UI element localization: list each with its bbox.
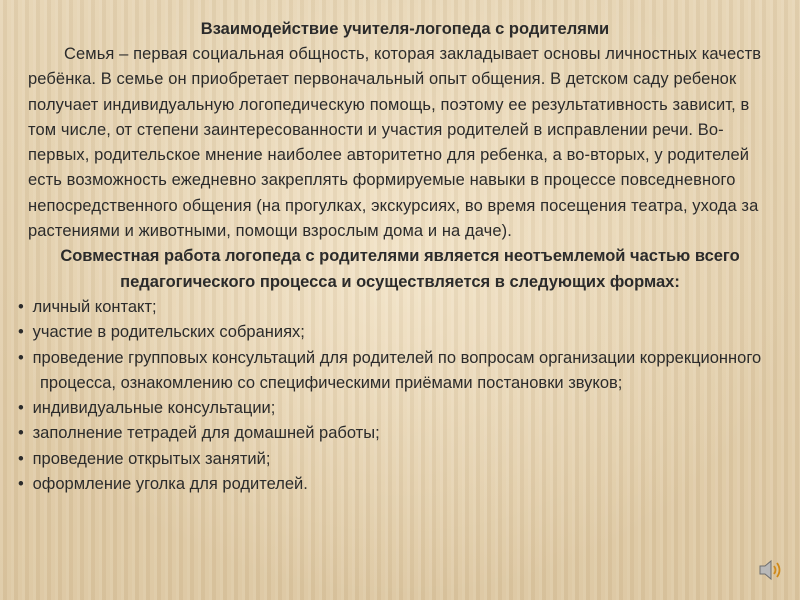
list-item (18, 421, 782, 446)
speaker-icon-graphic (758, 558, 784, 582)
list-item-text: заполнение тетрадей для домашней работы; (32, 424, 380, 443)
list-item (18, 295, 782, 320)
slide-title: Взаимодействие учителя-логопеда с родителями (200, 20, 610, 38)
list-item-text: оформление уголка для родителей. (32, 475, 308, 494)
list-item (18, 472, 782, 497)
list-item-text: индивидуальные консультации; (32, 399, 276, 418)
bullet-marker: • (18, 424, 24, 443)
forms-heading: Совместная работа логопеда с родителями является неотъемлемой частью всего педагогического процесса и осуществляется в следующих формах: (60, 247, 740, 291)
list-item-text: проведение открытых занятий; (32, 449, 271, 468)
bullet-marker: • (18, 399, 24, 418)
bullet-marker: • (18, 475, 24, 494)
bullet-marker: • (18, 348, 24, 367)
list-item-text: личный контакт; (32, 297, 157, 316)
intro-paragraph: Семья – первая социальная общность, которая закладывает основы личностных качеств ребёнка. В семье он приобретает первоначальный опыт общения. В детском саду ребенок получает индивидуальную логопедическую помощь, поэтому ее результативность зависит, в том числе, от степени заинтересованности и участия родителей в исправлении речи. Во-первых, родительское мнение наиболее авторитетно для ребенка, а во-вторых, у родителей есть возможность ежедневно закреплять формируемые навыки в процессе повседневного непосредственного общения (на прогулках, экскурсиях, во время посещения театра, ухода за растениями и животными, помощи взрослым дома и на даче). (28, 45, 762, 241)
list-item (18, 447, 782, 472)
list-item-text: участие в родительских собраниях; (32, 323, 305, 342)
list-item (18, 396, 782, 421)
bullet-marker: • (18, 323, 24, 342)
list-item-text: проведение групповых консультаций для родителей по вопросам организации коррекционного процесса, ознакомлению со специфическими приёмами постановки звуков; (32, 348, 762, 392)
list-item (18, 346, 782, 397)
bullet-marker: • (18, 297, 24, 316)
forms-list (18, 295, 782, 497)
list-item (18, 320, 782, 345)
bullet-marker: • (18, 449, 24, 468)
speaker-icon[interactable] (758, 558, 784, 582)
